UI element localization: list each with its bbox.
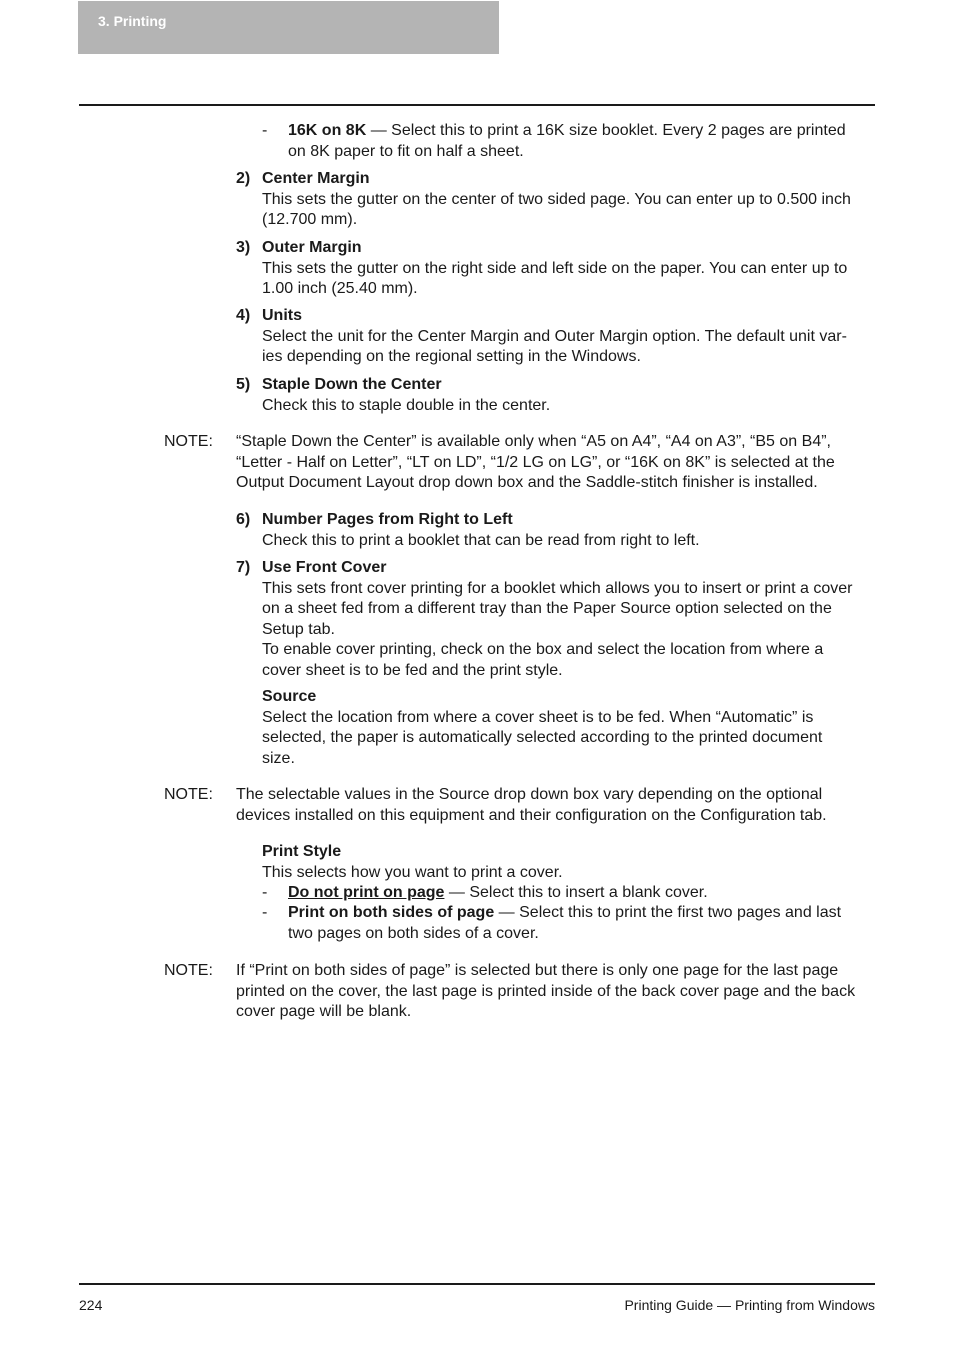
subsection-title: Print Style	[262, 843, 342, 860]
header-rule	[79, 104, 875, 106]
option-term: Print on both sides of page	[288, 904, 495, 921]
footer-rule	[79, 1283, 875, 1285]
item-number-pages: Number Pages from Right to Left Check this to print a booklet that can be read from right to left.	[262, 511, 700, 549]
subsection-source: Source Select the location from where a cover sheet is to be fed. When “Automatic” is selected, the paper is automatically selected according to the printed document size.	[262, 688, 823, 767]
item-number: 5)	[236, 376, 251, 393]
item-units: Units Select the unit for the Center Margin and Outer Margin option. The default unit var- ies depending on the regional setting in the Windows.	[262, 307, 847, 365]
note-staple: “Staple Down the Center” is available only when “A5 on A4”, “A4 on A3”, “B5 on B4”, “Letter - Half on Letter”, “LT on LD”, “1/2 LG on LG”, or “16K on 8K” is selected at the Output Document Layout drop down box and the Saddle-stitch finisher is installed.	[236, 433, 835, 491]
bullet-dash: -	[262, 904, 268, 921]
item-title: Staple Down the Center	[262, 376, 442, 393]
note-label: NOTE:	[164, 786, 213, 803]
item-staple-down-center: Staple Down the Center Check this to staple double in the center.	[262, 376, 551, 414]
item-number: 7)	[236, 559, 251, 576]
option-print-both-sides: Print on both sides of page — Select this to print the first two pages and last two pages on both sides of a cover.	[288, 904, 842, 942]
subsection-print-style: Print Style This selects how you want to print a cover.	[262, 843, 563, 881]
item-16k-term: 16K on 8K	[288, 122, 367, 139]
option-term: Do not print on page	[288, 884, 445, 901]
item-title: Center Margin	[262, 170, 370, 187]
item-use-front-cover: Use Front Cover This sets front cover printing for a booklet which allows you to insert or print a cover on a sheet fed from a different tray than the Paper Source option selected on the Setup tab. To enable cover printing, check on the box and select the location from where a cover sheet is to be fed and the print style.	[262, 559, 853, 679]
item-number: 4)	[236, 307, 251, 324]
item-number: 2)	[236, 170, 251, 187]
item-number: 3)	[236, 239, 251, 256]
option-do-not-print: Do not print on page — Select this to insert a blank cover.	[288, 884, 708, 901]
item-title: Use Front Cover	[262, 559, 387, 576]
note-label: NOTE:	[164, 433, 213, 450]
item-center-margin: Center Margin This sets the gutter on the center of two sided page. You can enter up to 0.500 inch (12.700 mm).	[262, 170, 851, 228]
subsection-title: Source	[262, 688, 317, 705]
footer-title: Printing Guide — Printing from Windows	[624, 1297, 875, 1313]
page-number: 224	[79, 1297, 103, 1313]
chapter-title: 3. Printing	[98, 13, 167, 29]
note-source: The selectable values in the Source drop down box vary depending on the optional devices installed on this equipment and their configuration on the Configuration tab.	[236, 786, 827, 824]
bullet-dash: -	[262, 122, 268, 139]
chapter-tab	[78, 1, 499, 54]
item-title: Outer Margin	[262, 239, 362, 256]
note-label: NOTE:	[164, 962, 213, 979]
bullet-dash: -	[262, 884, 268, 901]
item-number: 6)	[236, 511, 251, 528]
item-16k-on-8k: 16K on 8K — Select this to print a 16K size booklet. Every 2 pages are printed on 8K paper to fit on half a sheet.	[288, 122, 846, 160]
item-title: Units	[262, 307, 302, 324]
item-title: Number Pages from Right to Left	[262, 511, 513, 528]
note-print-both-sides: If “Print on both sides of page” is selected but there is only one page for the last page printed on the cover, the last page is printed inside of the back cover page and the back cover page will be blank.	[236, 962, 856, 1020]
item-outer-margin: Outer Margin This sets the gutter on the right side and left side on the paper. You can enter up to 1.00 inch (25.40 mm).	[262, 239, 848, 297]
